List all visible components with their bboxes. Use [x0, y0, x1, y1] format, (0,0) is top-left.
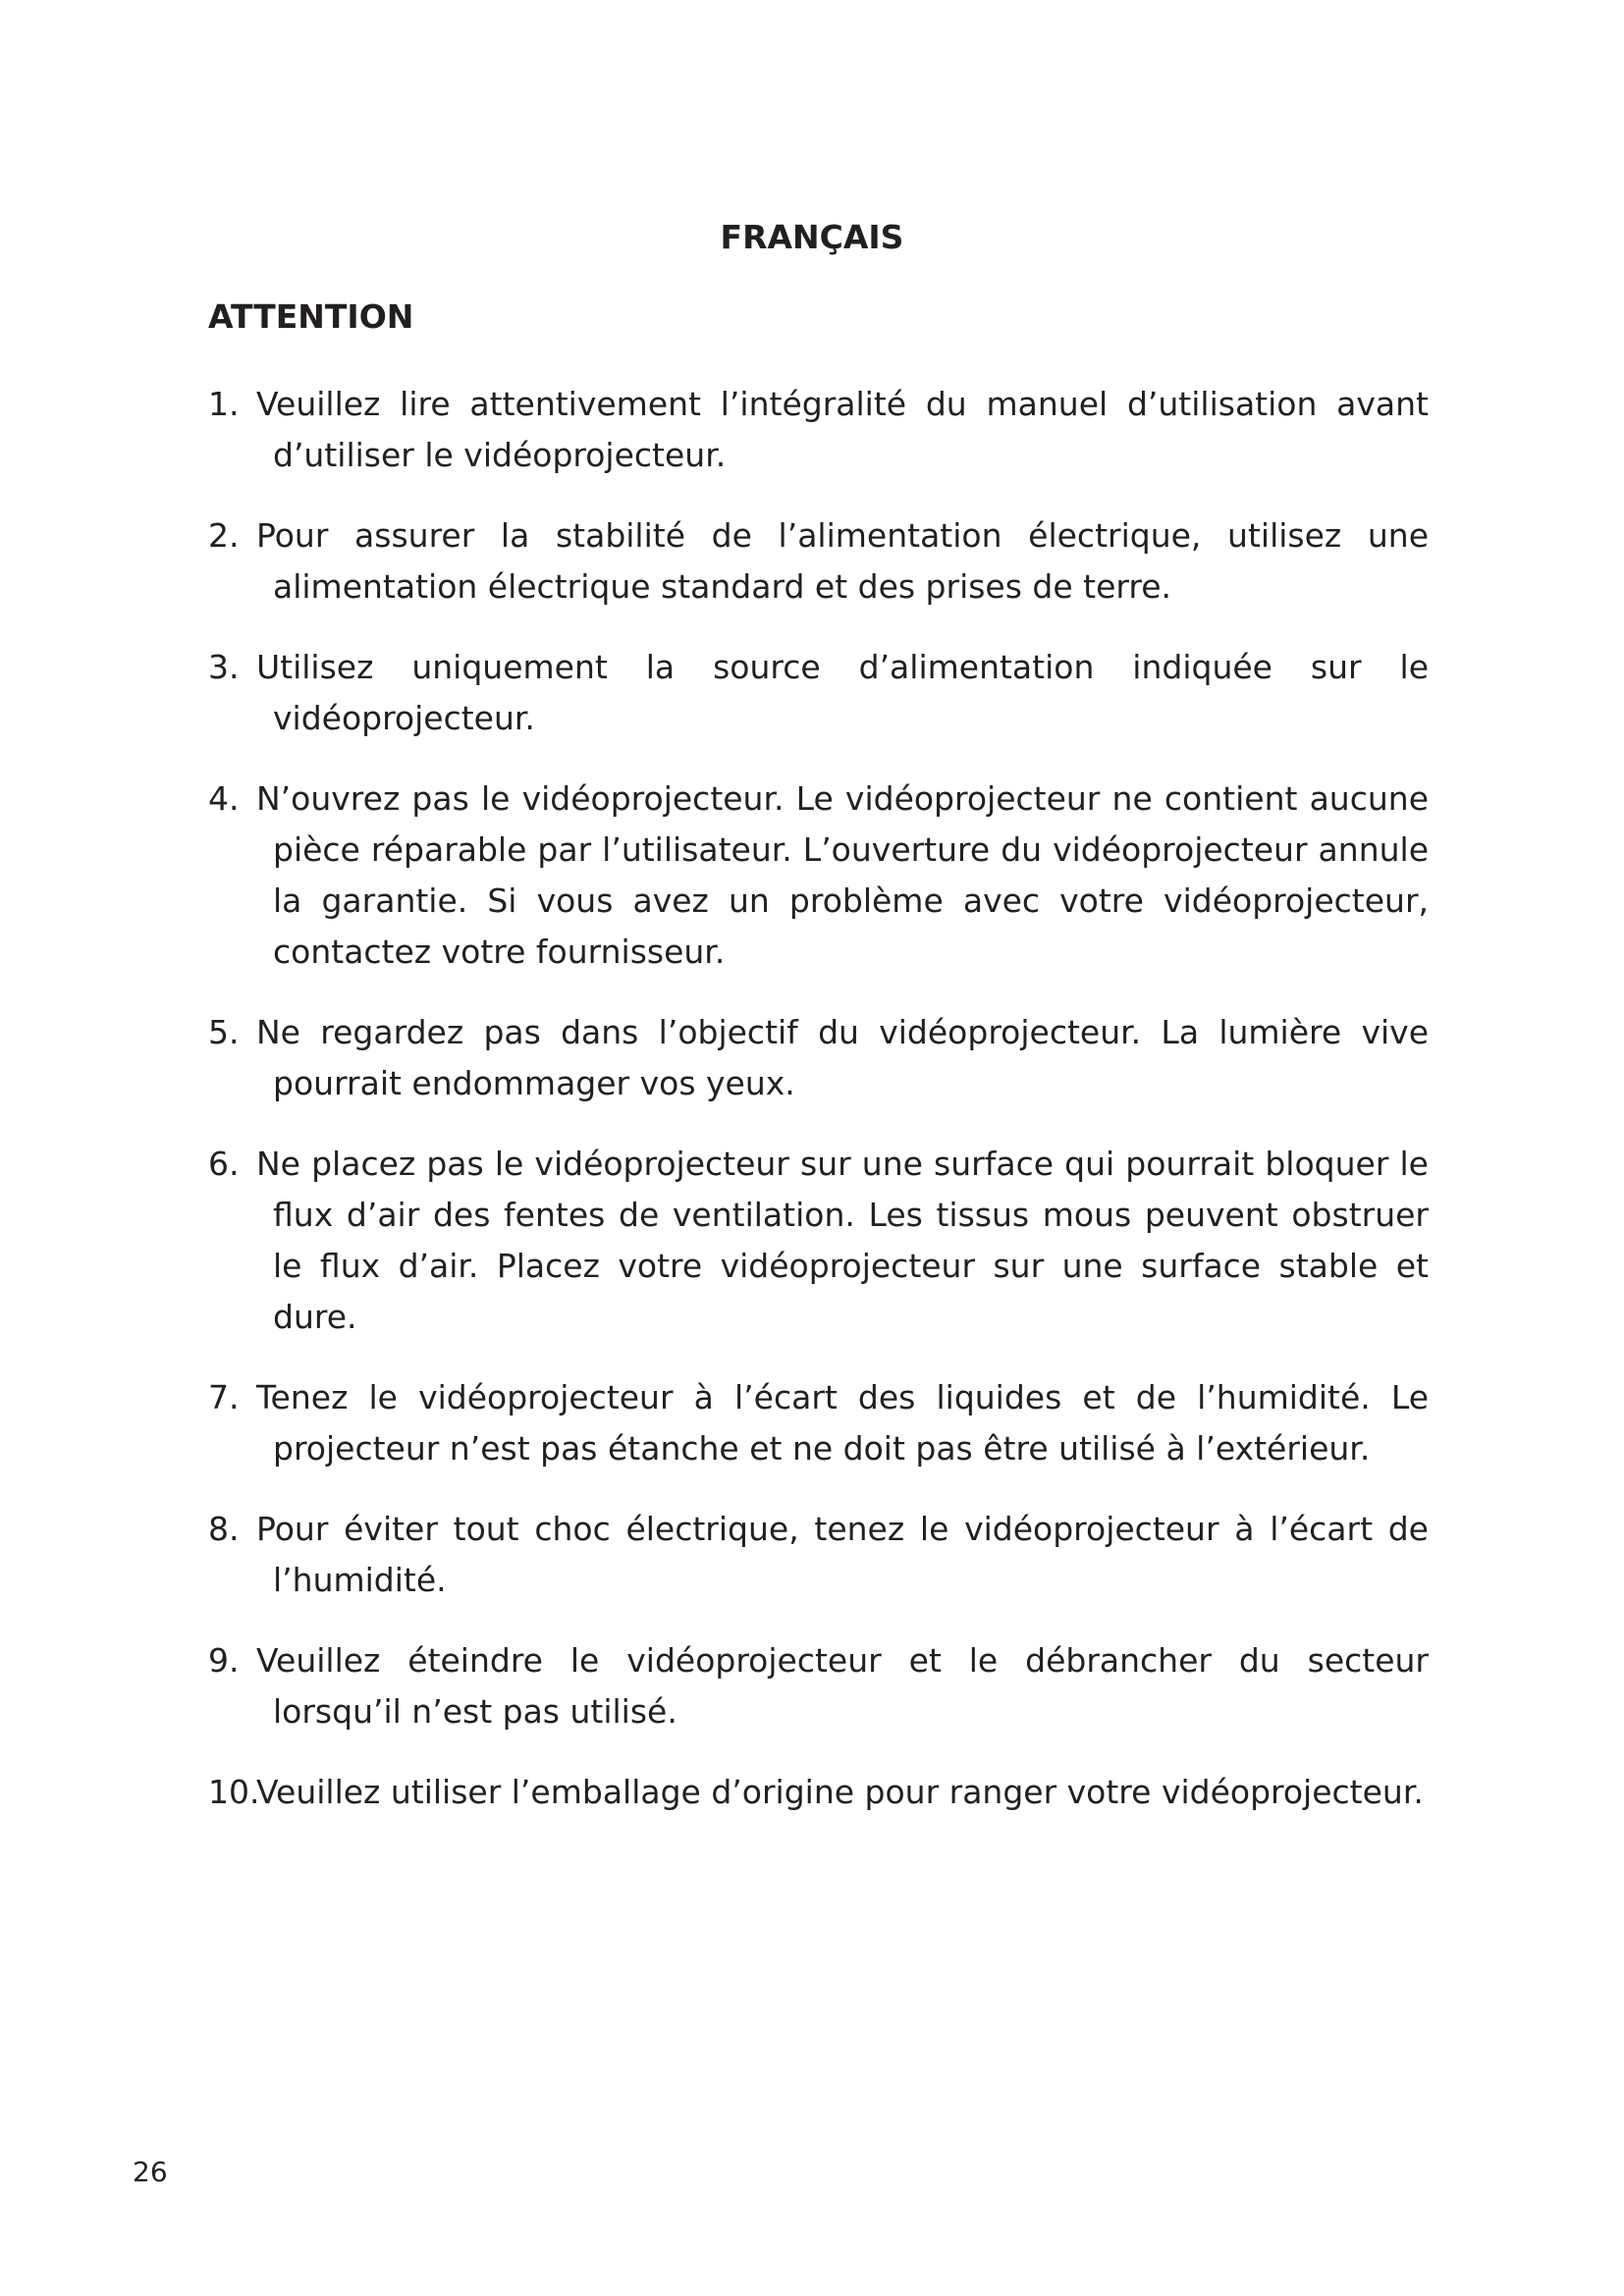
list-item — [208, 1767, 1429, 1818]
warning-list — [208, 379, 1429, 1847]
item-text: Pour assurer la stabilité de l’alimentation électrique, utilisez une alimentation électrique standard et des prises de terre. — [256, 516, 1429, 606]
item-number: 7. — [208, 1378, 240, 1416]
attention-heading: ATTENTION — [208, 297, 414, 336]
list-item — [208, 774, 1429, 978]
item-text: Veuillez lire attentivement l’intégralité du manuel d’utilisation avant d’utiliser le vidéoprojecteur. — [256, 385, 1429, 474]
item-number: 1. — [208, 385, 240, 423]
item-text: N’ouvrez pas le vidéoprojecteur. Le vidéoprojecteur ne contient aucune pièce réparable par l’utilisateur. L’ouverture du vidéoprojecteur annule la garantie. Si vous avez un problème avec votre vidéoprojecteur, contactez votre fournisseur. — [256, 779, 1429, 971]
list-item — [208, 1139, 1429, 1343]
list-item — [208, 379, 1429, 481]
item-number: 5. — [208, 1013, 240, 1051]
item-number: 8. — [208, 1510, 240, 1548]
list-item — [208, 1372, 1429, 1474]
item-text: Veuillez utiliser l’emballage d’origine pour ranger votre vidéoprojecteur. — [256, 1773, 1424, 1811]
item-text: Ne regardez pas dans l’objectif du vidéoprojecteur. La lumière vive pourrait endommager vos yeux. — [256, 1013, 1429, 1102]
list-item — [208, 1007, 1429, 1109]
list-item — [208, 642, 1429, 744]
list-item — [208, 1504, 1429, 1606]
list-item — [208, 510, 1429, 613]
item-number: 4. — [208, 779, 240, 818]
item-text: Utilisez uniquement la source d’alimentation indiquée sur le vidéoprojecteur. — [256, 648, 1429, 737]
section-title: FRANÇAIS — [720, 218, 904, 256]
item-text: Veuillez éteindre le vidéoprojecteur et le débrancher du secteur lorsqu’il n’est pas utilisé. — [256, 1641, 1429, 1731]
item-number: 9. — [208, 1641, 240, 1680]
item-text: Ne placez pas le vidéoprojecteur sur une surface qui pourrait bloquer le flux d’air des fentes de ventilation. Les tissus mous peuvent obstruer le flux d’air. Placez votre vidéoprojecteur sur une surface stable et dure. — [256, 1145, 1429, 1336]
item-number: 6. — [208, 1145, 240, 1183]
item-text: Pour éviter tout choc électrique, tenez le vidéoprojecteur à l’écart de l’humidité. — [256, 1510, 1429, 1599]
item-number: 2. — [208, 516, 240, 555]
list-item — [208, 1635, 1429, 1737]
page-number: 26 — [133, 2156, 168, 2188]
item-number: 3. — [208, 648, 240, 686]
item-text: Tenez le vidéoprojecteur à l’écart des liquides et de l’humidité. Le projecteur n’est pas étanche et ne doit pas être utilisé à l’extérieur. — [256, 1378, 1429, 1468]
item-number: 10. — [208, 1773, 260, 1811]
